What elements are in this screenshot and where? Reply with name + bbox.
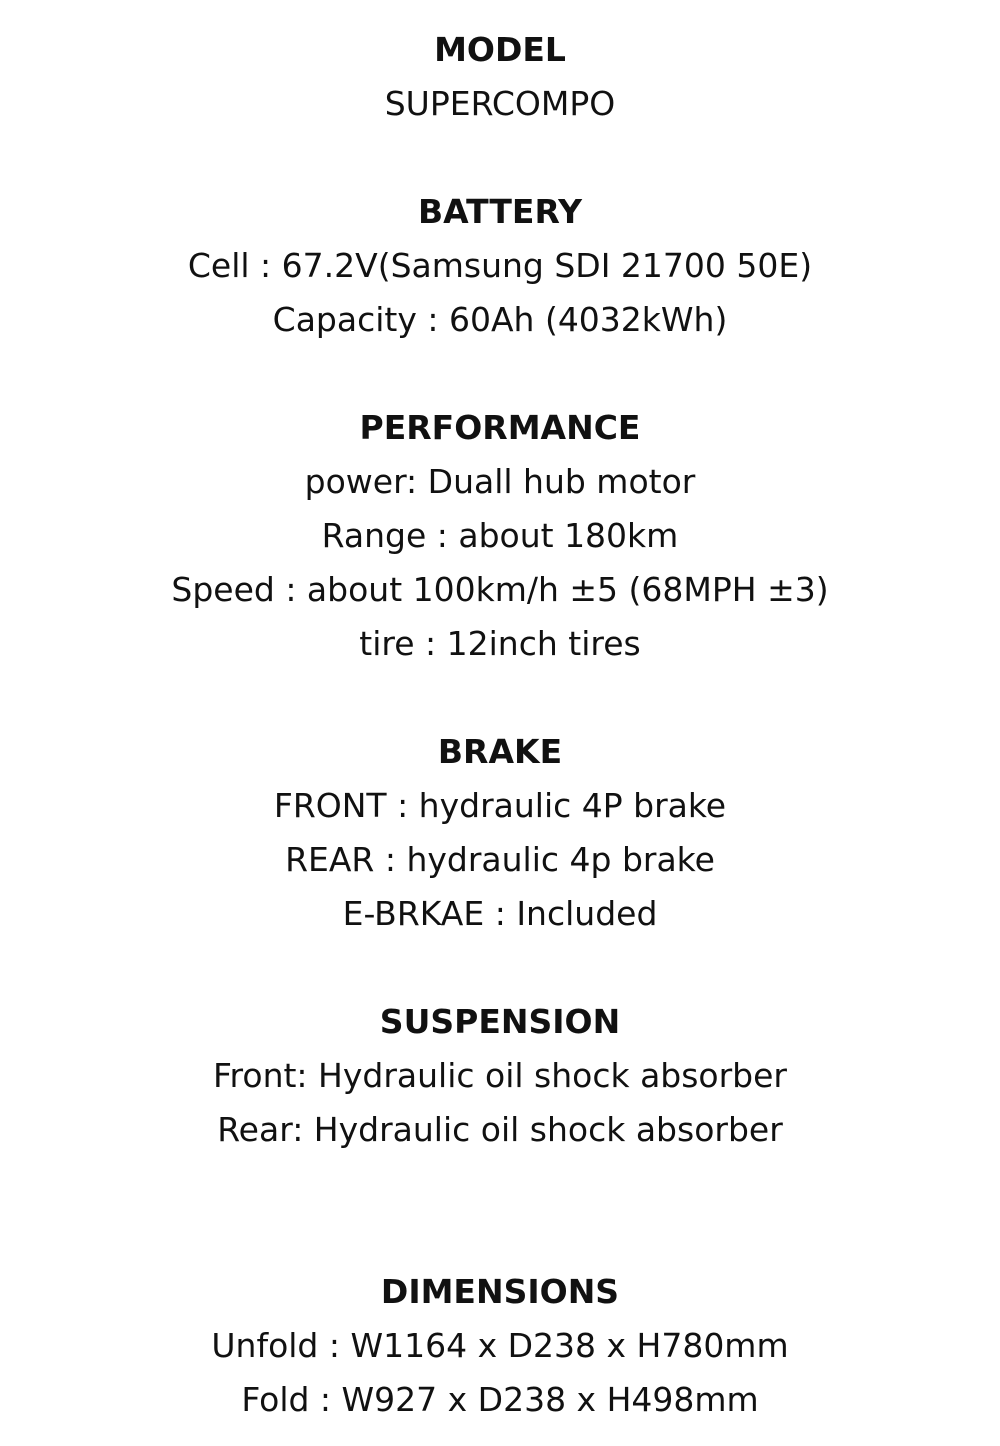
spec-line-dimensions-unfold: Unfold : W1164 x D238 x H780mm (211, 1326, 789, 1365)
section-heading-brake: BRAKE (437, 732, 563, 771)
section-heading-suspension: SUSPENSION (379, 1002, 621, 1041)
section-heading-battery: BATTERY (418, 192, 582, 231)
spec-line-brake-ebrake: E-BRKAE : Included (342, 894, 658, 933)
spec-line-model-name: SUPERCOMPO (384, 84, 616, 123)
spec-line-performance-tire: tire : 12inch tires (359, 624, 641, 663)
spec-line-performance-power: power: Duall hub motor (304, 462, 696, 501)
spec-line-battery-capacity: Capacity : 60Ah (4032kWh) (272, 300, 728, 339)
spec-line-dimensions-fold: Fold : W927 x D238 x H498mm (241, 1380, 759, 1419)
section-heading-performance: PERFORMANCE (359, 408, 641, 447)
spec-line-suspension-rear: Rear: Hydraulic oil shock absorber (217, 1110, 783, 1149)
section-heading-dimensions: DIMENSIONS (380, 1272, 620, 1311)
spec-line-battery-cell: Cell : 67.2V(Samsung SDI 21700 50E) (187, 246, 813, 285)
spec-line-suspension-front: Front: Hydraulic oil shock absorber (212, 1056, 788, 1095)
spec-line-performance-speed: Speed : about 100km/h ±5 (68MPH ±3) (171, 570, 829, 609)
spec-line-brake-front: FRONT : hydraulic 4P brake (273, 786, 727, 825)
spec-line-performance-range: Range : about 180km (321, 516, 679, 555)
section-heading-model: MODEL (434, 30, 566, 69)
spec-line-brake-rear: REAR : hydraulic 4p brake (285, 840, 715, 879)
